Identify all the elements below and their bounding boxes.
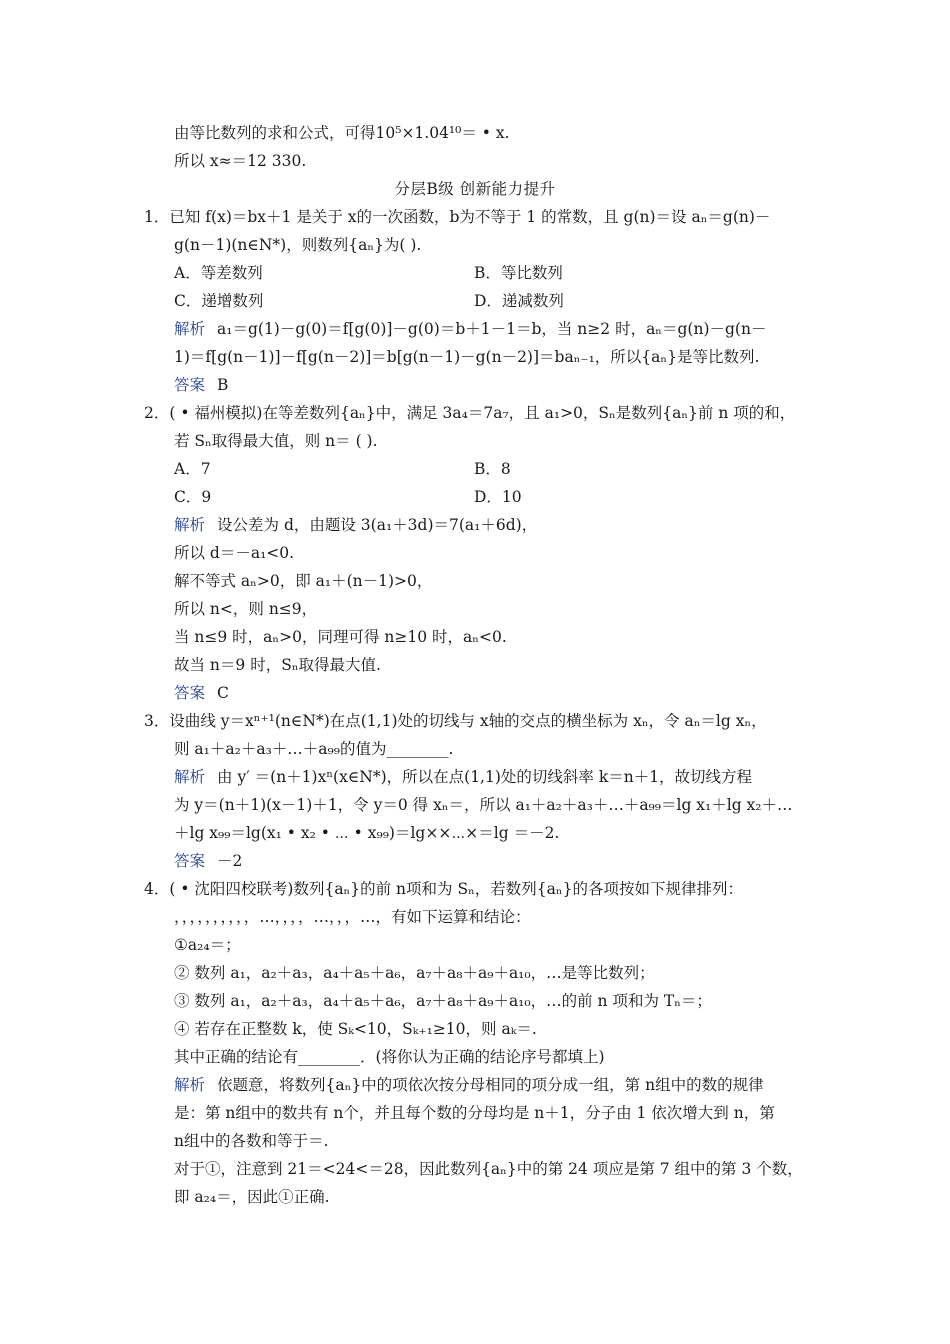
text-line: n组中的各数和等于＝. <box>174 1132 329 1150</box>
text-line: 所以 x≈＝12 330. <box>174 152 307 170</box>
analysis-line: 解析 a₁＝g(1)－g(0)＝f[g(0)]－g(0)＝b＋1－1＝b，当 n≥2 时，aₙ＝g(n)－g(n－ <box>174 320 767 338</box>
answer-line: 答案 －2 <box>174 852 243 870</box>
text-line: 解不等式 aₙ>0，即 a₁＋(n－1)>0， <box>174 572 433 590</box>
analysis-line: 解析 设公差为 d，由题设 3(a₁＋3d)＝7(a₁＋6d)， <box>174 516 538 534</box>
text-line: 即 a₂₄＝，因此①正确. <box>174 1188 330 1206</box>
option-c: C．9 <box>174 488 212 506</box>
text-line: 对于①，注意到 21＝<24<＝28，因此数列{aₙ}中的第 24 项应是第 7 组中的第 3 个数， <box>174 1160 803 1178</box>
answer-label: 答案 <box>174 684 206 702</box>
text-line: ①a₂₄＝； <box>174 936 241 954</box>
question-4: 4．( • 沈阳四校联考)数列{aₙ}的前 n项和为 Sₙ，若数列{aₙ}的各项按如下规律排列： <box>144 880 743 898</box>
text-line: 其中正确的结论有________．(将你认为正确的结论序号都填上) <box>174 1048 605 1066</box>
option-c: C．递增数列 <box>174 292 264 310</box>
question-2: 2．( • 福州模拟)在等差数列{aₙ}中，满足 3a₄＝7a₇，且 a₁>0，Sₙ是数列{aₙ}前 n 项的和， <box>144 404 796 422</box>
text-line: ④ 若存在正整数 k，使 Sₖ<10，Sₖ₊₁≥10，则 aₖ＝. <box>174 1020 537 1038</box>
option-a: A．等差数列 <box>174 264 263 282</box>
option-d: D．10 <box>474 488 522 506</box>
option-d: D．递减数列 <box>474 292 564 310</box>
text-line: 是：第 n组中的数共有 n个，并且每个数的分母均是 n＋1，分子由 1 依次增大到 n，第 <box>174 1104 775 1122</box>
question-3: 3．设曲线 y＝xⁿ⁺¹(n∈N*)在点(1,1)处的切线与 x轴的交点的横坐标为 xₙ，令 aₙ＝lg xₙ， <box>144 712 767 730</box>
section-heading: 分层B级 创新能力提升 <box>394 180 556 198</box>
text-line: g(n－1)(n∈N*)，则数列{aₙ}为( ). <box>174 236 422 254</box>
question-1: 1．已知 f(x)＝bx＋1 是关于 x的一次函数，b为不等于 1 的常数，且 g(n)＝设 aₙ＝g(n)－ <box>144 208 771 226</box>
text-line: ＋lg x₉₉＝lg(x₁ • x₂ • ⋯ • x₉₉)＝lg××⋯×＝lg ＝－2. <box>174 824 560 842</box>
answer-label: 答案 <box>174 376 206 394</box>
analysis-label: 解析 <box>174 768 206 786</box>
text-line: 故当 n＝9 时，Sₙ取得最大值. <box>174 656 381 674</box>
analysis-label: 解析 <box>174 516 206 534</box>
analysis-label: 解析 <box>174 320 206 338</box>
option-b: B．等比数列 <box>474 264 563 282</box>
text-line: 为 y＝(n＋1)(x－1)＋1，令 y＝0 得 xₙ＝，所以 a₁＋a₂＋a₃＋…＋a₉₉＝lg x₁＋lg x₂＋… <box>174 796 793 814</box>
text-line: 所以 d＝－a₁<0. <box>174 544 295 562</box>
text-line: ③ 数列 a₁，a₂＋a₃，a₄＋a₅＋a₆，a₇＋a₈＋a₉＋a₁₀，…的前 n 项和为 Tₙ＝； <box>174 992 712 1010</box>
text-line: 若 Sₙ取得最大值，则 n＝ ( ). <box>174 432 378 450</box>
answer-label: 答案 <box>174 852 206 870</box>
text-line: 所以 n<，则 n≤9， <box>174 600 318 618</box>
answer-line: 答案 C <box>174 684 229 702</box>
option-b: B．8 <box>474 460 511 478</box>
analysis-line: 解析 依题意，将数列{aₙ}中的项依次按分母相同的项分成一组，第 n组中的数的规律 <box>174 1076 764 1094</box>
analysis-line: 解析 由 y′ ＝(n＋1)xⁿ(x∈N*)，所以在点(1,1)处的切线斜率 k＝n＋1，故切线方程 <box>174 768 753 786</box>
text-line: 1)＝f[g(n－1)]－f[g(n－2)]＝b[g(n－1)－g(n－2)]＝baₙ₋₁，所以{aₙ}是等比数列. <box>174 348 760 366</box>
text-line: 当 n≤9 时，aₙ>0，同理可得 n≥10 时，aₙ<0. <box>174 628 507 646</box>
text-line: ② 数列 a₁，a₂＋a₃，a₄＋a₅＋a₆，a₇＋a₈＋a₉＋a₁₀，…是等比数列； <box>174 964 655 982</box>
option-a: A．7 <box>174 460 211 478</box>
text-line: ，，，，，，，，，，…，，，，…，，，…，有如下运算和结论： <box>174 908 531 926</box>
analysis-label: 解析 <box>174 1076 206 1094</box>
text-line: 由等比数列的求和公式，可得10⁵×1.04¹⁰＝ • x. <box>174 124 510 142</box>
answer-line: 答案 B <box>174 376 229 394</box>
text-line: 则 a₁＋a₂＋a₃＋…＋a₉₉的值为________. <box>174 740 454 758</box>
